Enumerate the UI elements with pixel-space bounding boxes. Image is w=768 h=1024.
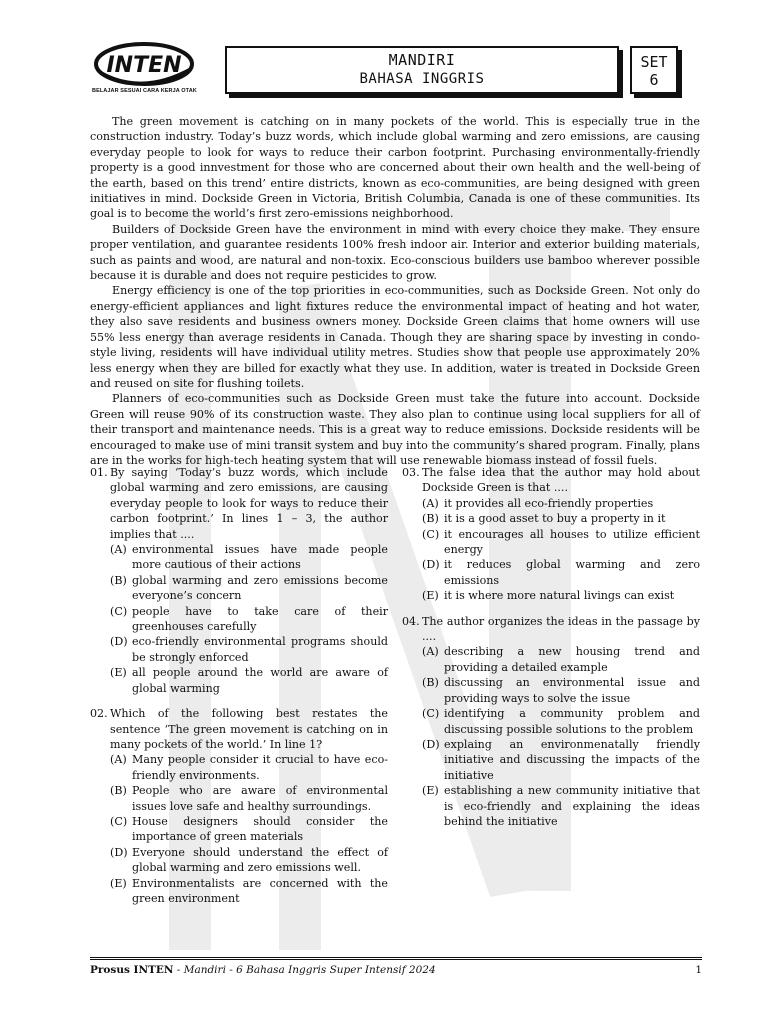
question-number: 04. <box>402 614 420 628</box>
answer-option <box>110 634 388 665</box>
option-label: (C) <box>110 814 128 828</box>
option-text: House designers should consider the importance of green materials <box>132 814 388 844</box>
answer-option <box>422 783 700 829</box>
set-number: 6 <box>649 71 659 89</box>
set-box <box>630 46 678 94</box>
question-number: 01. <box>90 466 108 479</box>
option-text: global warming and zero emissions become everyone’s concern <box>132 573 388 603</box>
footer-divider <box>90 957 702 960</box>
set-label: SET <box>640 53 668 71</box>
option-text: all people around the world are aware of global warming <box>132 666 388 695</box>
answer-option <box>110 876 388 907</box>
option-text: it reduces global warming and zero emissions <box>444 558 700 587</box>
passage-paragraph: Builders of Dockside Green have the environment in mind with every choice they make. They ensure proper ventilation, and guarantee residents 100% fresh indoor air. Interior and exterior building materials, such as paints and wood, are natural and non-toxix. Eco-conscious builders use bamboo wherever possible because it is durable and does not require pesticides to grow. <box>90 222 700 283</box>
answer-option <box>110 845 388 876</box>
answer-option <box>110 604 388 635</box>
question-03 <box>402 465 700 604</box>
passage-paragraph: Energy efficiency is one of the top priorities in eco-communities, such as Dockside Green. Not only do energy-efficient appliances and light fixtures reduce the environmental impact of heating and hot water, they also save residents and business owners money. Dockside Green claims that home owners will use 55% less energy than average residents in Canada. Though they are sharing space by investing in condo-style living, residents will have individual utility metres. Studies show that people use approximately 20% less energy when they are billed for exactly what they use. In addition, water is treated in Dockside Green and reused on site for flushing toilets. <box>90 284 700 390</box>
option-label: (B) <box>422 512 439 526</box>
question-number: 03. <box>402 466 420 479</box>
option-label: (D) <box>110 635 128 649</box>
option-label: (E) <box>110 876 127 890</box>
answer-option <box>422 527 700 558</box>
option-text: People who are aware of environmental issues love safe and healthy surroundings. <box>132 784 388 813</box>
footer-source <box>90 964 436 976</box>
option-label: (E) <box>422 784 439 798</box>
answer-option <box>110 665 388 696</box>
page-number: 1 <box>695 964 702 976</box>
answer-option <box>110 752 388 783</box>
option-label: (A) <box>422 496 439 510</box>
option-text: environmental issues have made people more cautious of their actions <box>132 543 388 572</box>
passage-paragraph: The green movement is catching on in many pockets of the world. This is especially true in the construction industry. Today’s buzz words, which include global warming and zero emissions, are causing everyday people to look for ways to reduce their carbon footprint. Purchasing environmentally-friendly property is a good innvestment for those who are concerned about their own health and the well-being of the earth, based on this trend’ entire districts, known as eco-communities, are being designed with green initiatives in mind. Dockside Green in Victoria, British Columbia, Canada is one of these communities. Its goal is to become the world’s first zero-emissions neighborhood. <box>90 115 700 221</box>
question-stem: The author organizes the ideas in the passage by .... <box>422 614 700 644</box>
answer-option <box>422 496 700 511</box>
footer-detail: - Mandiri - 6 Bahasa Inggris Super Intensif 2024 <box>173 964 436 976</box>
option-label: (C) <box>422 707 440 721</box>
option-label: (B) <box>110 573 127 587</box>
answer-option <box>422 675 700 706</box>
option-label: (A) <box>110 753 127 767</box>
option-label: (E) <box>110 666 127 680</box>
question-number: 02. <box>90 707 108 721</box>
question-stem: Which of the following best restates the sentence ‘The green movement is catching on in many pockets of the world.’ In line 1? <box>110 707 388 751</box>
option-text: it encourages all houses to utilize efficient energy <box>444 527 700 557</box>
answer-option <box>422 737 700 783</box>
option-label: (D) <box>110 845 128 859</box>
option-label: (D) <box>422 558 440 572</box>
option-text: identifying a community problem and discussing possible solutions to the problem <box>444 707 700 736</box>
option-text: Environmentalists are concerned with the green environment <box>132 876 388 905</box>
answer-option <box>110 542 388 573</box>
page-footer <box>90 964 702 976</box>
answer-option <box>110 814 388 845</box>
passage-paragraph: Planners of eco-communities such as Dockside Green must take the future into account. Dockside Green will reuse 90% of its construction waste. They also plan to continue using local suppliers for all of their transport and maintenance needs. This is a great way to reduce emissions. Dockside residents will be encouraged to make use of mini transit system and buy into the community’s shared program. Finally, plans are in the works for high-tech heating system that will use renewable biomass instead of fossil fuels. <box>90 392 700 467</box>
question-02 <box>90 706 388 906</box>
option-text: Everyone should understand the effect of global warming and zero emissions well. <box>132 845 388 875</box>
answer-option <box>110 783 388 814</box>
option-text: eco-friendly environmental programs should be strongly enforced <box>132 635 388 664</box>
logo-tagline: BELAJAR SESUAI CARA KERJA OTAK <box>92 88 197 94</box>
questions-left-column <box>90 465 388 916</box>
logo-text: INTEN <box>106 53 182 78</box>
option-label: (D) <box>422 737 440 751</box>
option-text: discussing an environmental issue and providing ways to solve the issue <box>444 676 700 705</box>
question-01 <box>90 465 388 696</box>
option-text: people have to take care of their greenhouses carefully <box>132 604 388 634</box>
option-label: (A) <box>422 645 439 659</box>
question-04 <box>402 614 700 830</box>
answer-option <box>422 644 700 675</box>
option-text: describing a new housing trend and providing a detailed example <box>444 645 700 674</box>
answer-option <box>422 588 700 603</box>
option-text: it is a good asset to buy a property in it <box>444 512 666 526</box>
reading-passage <box>90 114 700 468</box>
answer-option <box>422 706 700 737</box>
footer-brand: Prosus INTEN <box>90 964 174 976</box>
option-text: explaing an environmenatally friendly initiative and discussing the impacts of the initiative <box>444 737 700 782</box>
answer-option <box>110 573 388 604</box>
questions-right-column <box>402 465 700 839</box>
option-label: (B) <box>110 784 127 798</box>
option-label: (B) <box>422 676 439 690</box>
option-text: Many people consider it crucial to have eco-friendly environments. <box>132 753 388 782</box>
answer-option <box>422 557 700 588</box>
option-text: it provides all eco-friendly properties <box>444 496 654 510</box>
module-title: MANDIRI <box>388 51 456 69</box>
answer-option <box>422 511 700 526</box>
subject-title: BAHASA INGGRIS <box>359 71 485 87</box>
option-label: (C) <box>422 527 440 541</box>
option-text: it is where more natural livings can exist <box>444 589 675 603</box>
question-stem: The false idea that the author may hold about Dockside Green is that .... <box>422 466 700 495</box>
option-label: (A) <box>110 543 127 557</box>
question-stem: By saying ‘Today’s buzz words, which include global warming and zero emissions, are causing everyday people to look for ways to reduce their carbon footprint.’ In lines 1 – 3, the author implies that .... <box>110 466 388 541</box>
option-label: (E) <box>422 589 439 603</box>
option-text: establishing a new community initiative that is eco-friendly and explaining the ideas behind the initiative <box>444 784 700 828</box>
option-label: (C) <box>110 604 128 618</box>
title-box <box>225 46 619 94</box>
